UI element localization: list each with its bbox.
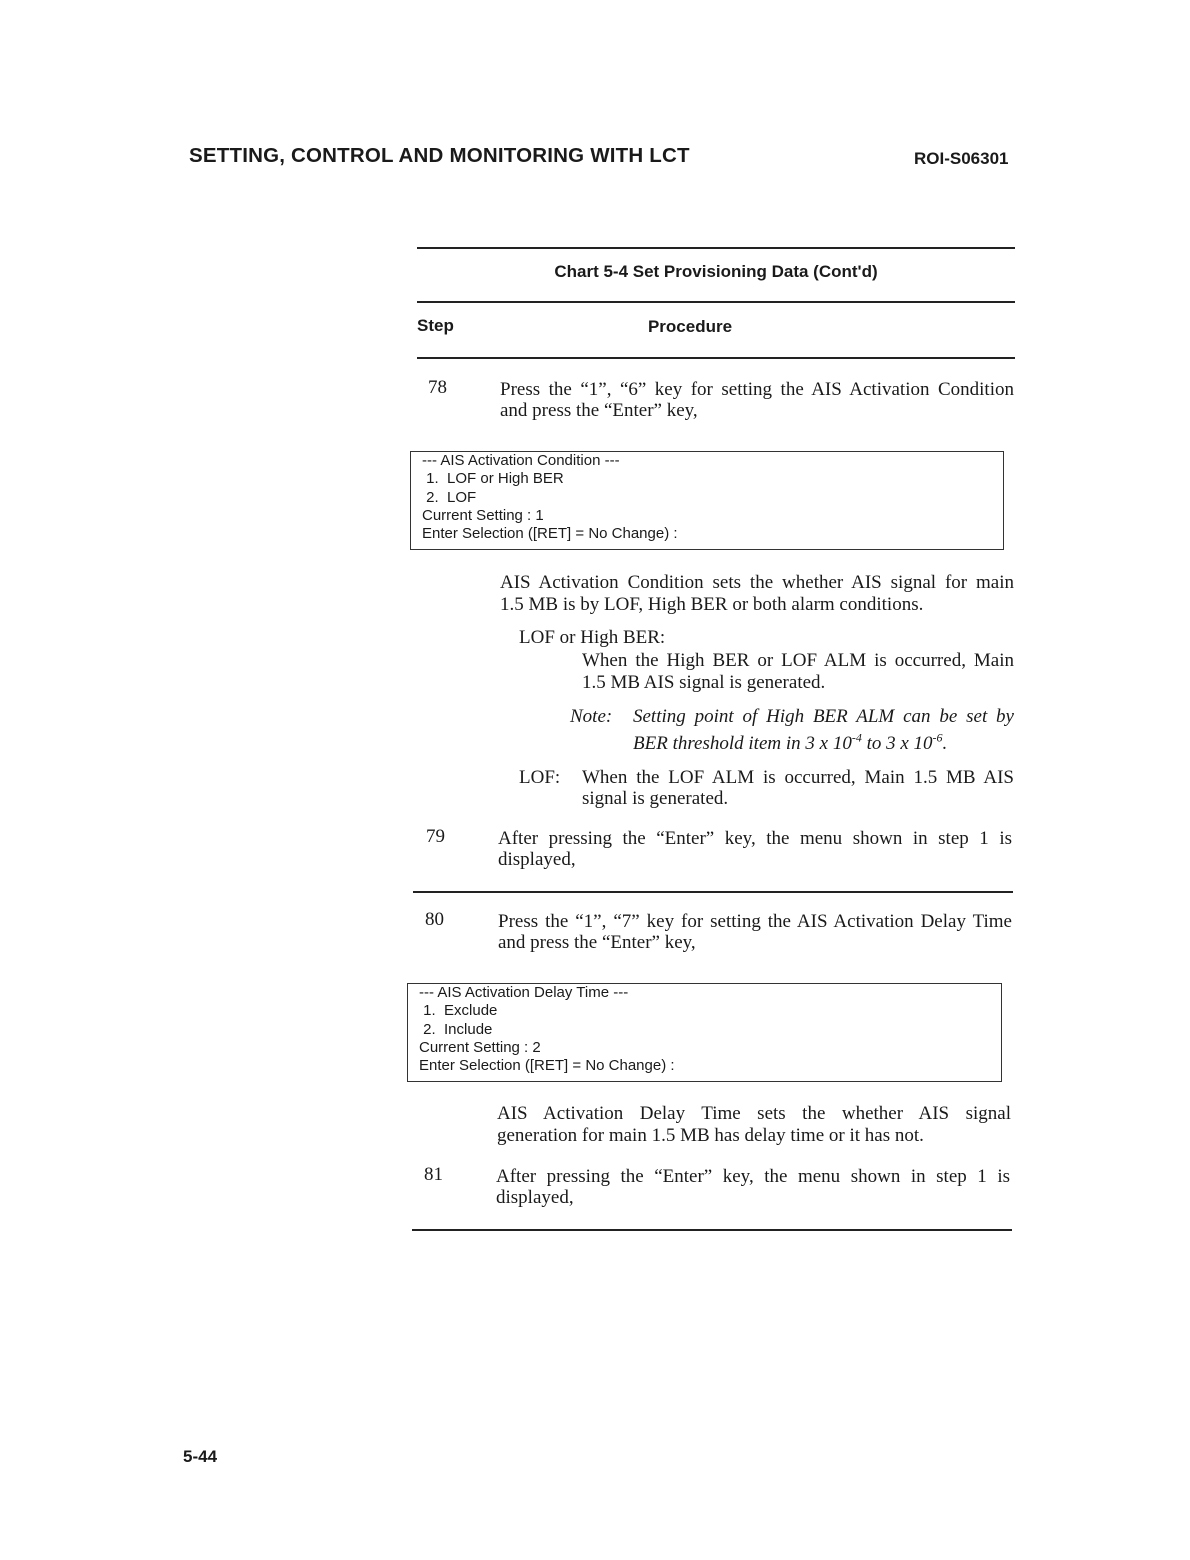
step-number-78: 78 <box>428 377 447 398</box>
note-text-part: BER threshold item in 3 x 10 <box>633 733 852 754</box>
step-80-text-2: and press the “Enter” key, <box>498 932 696 953</box>
terminal-line: Current Setting : 1 <box>422 506 544 524</box>
top-rule <box>417 247 1015 249</box>
step-81-text-2: displayed, <box>496 1187 574 1208</box>
step-78-desc-2: 1.5 MB is by LOF, High BER or both alarm conditions. <box>500 594 924 615</box>
note-text: Setting point of High BER ALM can be set by <box>633 706 1014 727</box>
note-label: Note: <box>570 706 613 727</box>
terminal-line: 1. Exclude <box>419 1002 498 1020</box>
step-80-desc: AIS Activation Delay Time sets the whether AIS signal <box>497 1103 1011 1124</box>
header-rule <box>417 357 1015 359</box>
step-number-80: 80 <box>425 909 444 930</box>
terminal-menu-ais-condition <box>410 451 1004 550</box>
note-text-part: . <box>942 733 948 754</box>
step-78-text: Press the “1”, “6” key for setting the AIS Activation Condition <box>500 379 1014 400</box>
step-79-text: After pressing the “Enter” key, the menu shown in step 1 is <box>498 828 1012 849</box>
step-80-text: Press the “1”, “7” key for setting the AIS Activation Delay Time <box>498 911 1012 932</box>
step-separator-rule <box>413 891 1013 893</box>
step-81-text: After pressing the “Enter” key, the menu shown in step 1 is <box>496 1166 1010 1187</box>
terminal-line: 1. LOF or High BER <box>422 470 564 488</box>
option-lof-high-ber-desc: When the High BER or LOF ALM is occurred, Main <box>582 650 1014 671</box>
step-78-text-2: and press the “Enter” key, <box>500 400 698 421</box>
terminal-line: 2. LOF <box>422 488 477 506</box>
terminal-menu-ais-delay <box>407 983 1002 1082</box>
column-header-step: Step <box>417 316 454 335</box>
note-exponent: -4 <box>851 730 862 745</box>
title-rule <box>417 301 1015 303</box>
note-exponent: -6 <box>932 730 943 745</box>
page-number: 5-44 <box>183 1447 218 1466</box>
terminal-line: Enter Selection ([RET] = No Change) : <box>422 525 678 543</box>
terminal-line: Current Setting : 2 <box>419 1038 541 1056</box>
step-number-81: 81 <box>424 1164 443 1185</box>
column-header-procedure: Procedure <box>647 317 733 336</box>
terminal-line: 2. Include <box>419 1020 493 1038</box>
document-code: ROI-S06301 <box>914 149 1009 168</box>
terminal-line: --- AIS Activation Delay Time --- <box>419 984 629 1001</box>
step-79-text-2: displayed, <box>498 849 576 870</box>
option-lof-high-ber-label: LOF or High BER: <box>519 627 666 648</box>
terminal-line: Enter Selection ([RET] = No Change) : <box>419 1057 675 1075</box>
option-lof-desc: When the LOF ALM is occurred, Main 1.5 MB AIS <box>582 767 1014 788</box>
step-78-desc: AIS Activation Condition sets the whether AIS signal for main <box>500 572 1014 593</box>
option-lof-desc-2: signal is generated. <box>582 788 729 809</box>
note-text-2 <box>633 730 948 755</box>
section-title: SETTING, CONTROL AND MONITORING WITH LCT <box>189 144 690 167</box>
note-text-part: to 3 x 10 <box>861 733 933 754</box>
bottom-rule <box>412 1229 1012 1231</box>
option-lof-label: LOF: <box>519 767 561 788</box>
step-80-desc-2: generation for main 1.5 MB has delay time or it has not. <box>497 1125 924 1146</box>
option-lof-high-ber-desc-2: 1.5 MB AIS signal is generated. <box>582 672 826 693</box>
terminal-line: --- AIS Activation Condition --- <box>422 452 620 469</box>
step-number-79: 79 <box>426 826 445 847</box>
chart-title: Chart 5-4 Set Provisioning Data (Cont'd) <box>554 262 878 281</box>
